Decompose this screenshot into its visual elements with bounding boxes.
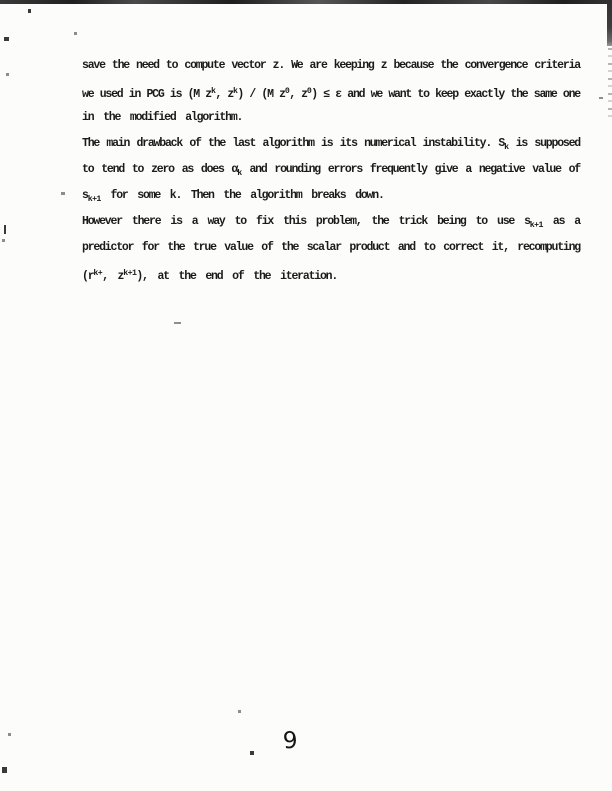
- scan-speckle-artifact: [608, 48, 612, 118]
- scan-speck: [61, 192, 65, 195]
- text-block: [82, 53, 580, 287]
- scan-speck: [6, 73, 9, 76]
- text-line: The main drawback of the last algorithm is its numerical instability. $S_k$ is supposed: [82, 137, 580, 152]
- scan-edge-top-artifact: [0, 0, 612, 4]
- scan-speck: [4, 37, 9, 41]
- scan-speck: [2, 239, 5, 242]
- page-number: 9: [282, 727, 299, 755]
- text-line: save the need to compute vector z. We are keeping z because the convergence criteria: [82, 59, 580, 72]
- text-line: predictor for the true value of the scalar product and to correct it, recomputing: [82, 241, 580, 254]
- scan-speck: [74, 32, 77, 35]
- scan-speck: [238, 710, 241, 713]
- scan-speck: [8, 733, 11, 736]
- scan-speck: [2, 767, 7, 773]
- scan-speck: [599, 97, 603, 99]
- text-line: to tend to zero as does $\alpha_k$ and rounding errors frequently give a negative value of: [82, 163, 581, 178]
- text-line: in the modified algorithm.: [82, 111, 243, 124]
- text-line: ($r^{k+}$, $z^{k+1}$), at the end of the iteration.: [82, 269, 338, 283]
- text-line: $s_{k+1}$ for some k. Then the algorithm breaks down.: [82, 189, 384, 204]
- scan-speck: [250, 751, 254, 755]
- text-line: However there is a way to fix this problem, the trick being to use $s_{k+1}$ as a: [82, 215, 580, 230]
- scan-speck: [28, 9, 31, 13]
- scan-edge-right-artifact: [607, 0, 612, 46]
- scan-speck: [174, 322, 181, 324]
- text-line: we used in PCG is (M $z^k$, $z^k) / (M$ $z^0$, $z^0) \le \varepsilon$ and we want to keep exactly the same one: [82, 87, 581, 101]
- scan-speck: [4, 225, 6, 234]
